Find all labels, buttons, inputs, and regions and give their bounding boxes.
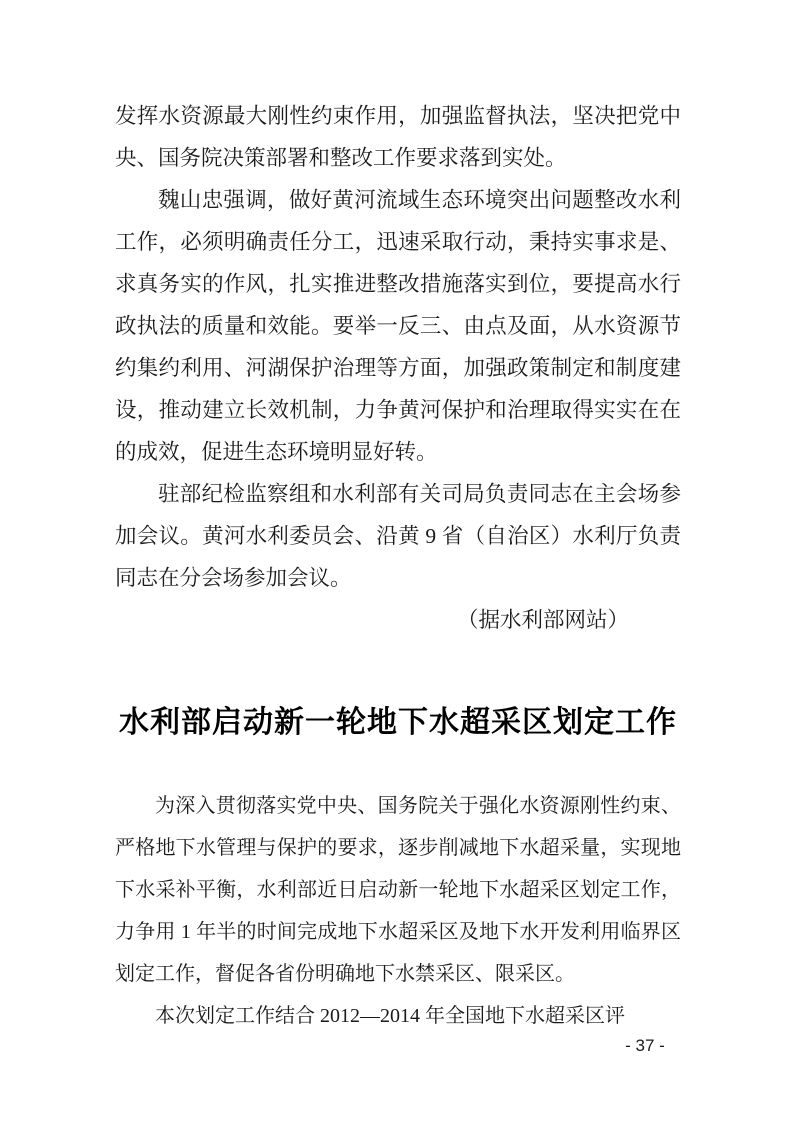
page-content bbox=[115, 95, 681, 1037]
paragraph: 驻部纪检监察组和水利部有关司局负责同志在主会场参加会议。黄河水利委员会、沿黄 9 省（自治区）水利厅负责同志在分会场参加会议。 bbox=[115, 482, 681, 590]
paragraph: 魏山忠强调，做好黄河流域生态环境突出问题整改水利工作，必须明确责任分工，迅速采取行动，秉持实事求是、求真务实的作风，扎实推进整改措施落实到位，要提高水行政执法的质量和效能。要举一反三、由点及面，从水资源节约集约利用、河湖保护治理等方面，加强政策制定和制度建设，推动建立长效机制，力争黄河保护和治理取得实实在在的成效，促进生态环境明显好转。 bbox=[115, 188, 681, 464]
page-number: - 37 - bbox=[625, 1036, 665, 1055]
paragraph-continuation: 发挥水资源最大刚性约束作用，加强监督执法，坚决把党中央、国务院决策部署和整改工作要求落到实处。 bbox=[115, 104, 681, 170]
source-attribution: （据水利部网站） bbox=[456, 608, 629, 632]
paragraph: 为深入贯彻落实党中央、国务院关于强化水资源刚性约束、严格地下水管理与保护的要求，逐步削减地下水超采量，实现地下水采补平衡，水利部近日启动新一轮地下水超采区划定工作，力争用 1 年半的时间完成地下水超采区及地下水开发利用临界区划定工作，督促各省份明确地下水禁采区、限采区。 bbox=[115, 795, 681, 985]
paragraph-truncated: 本次划定工作结合 2012—2014 年全国地下水超采区评 bbox=[155, 1005, 625, 1027]
article-title: 水利部启动新一轮地下水超采区划定工作 bbox=[119, 706, 677, 739]
